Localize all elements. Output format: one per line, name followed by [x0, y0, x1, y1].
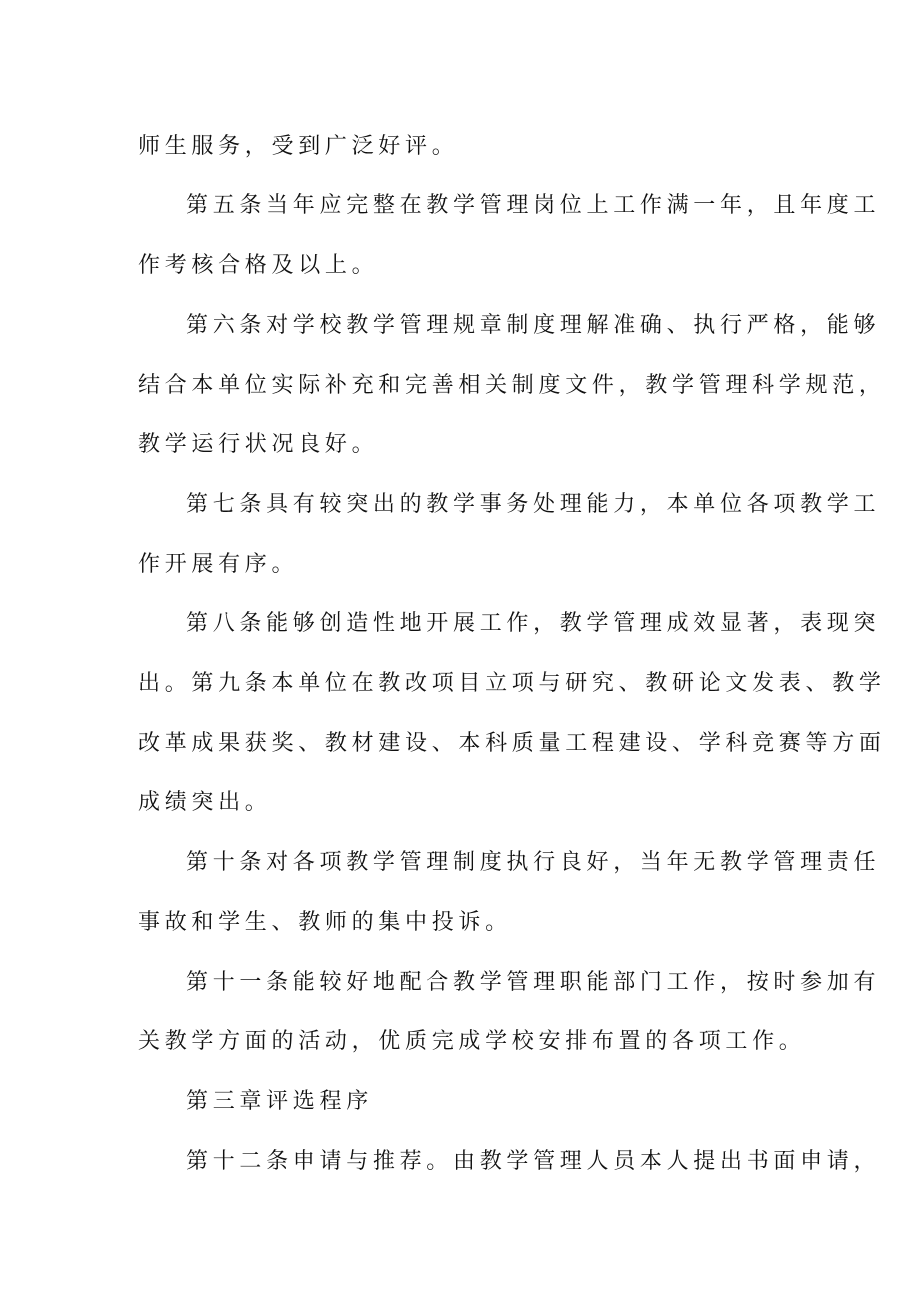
text-line: 师生服务，受到广泛好评。 — [138, 134, 459, 159]
text-line: 作开展有序。 — [138, 552, 299, 577]
text-line: 第十二条申请与推荐。由教学管理人员本人提出书面申请， — [186, 1149, 881, 1174]
text-line: 第七条具有较突出的教学事务处理能力，本单位各项教学工 — [186, 492, 881, 517]
text-line: 第八条能够创造性地开展工作，教学管理成效显著，表现突 — [186, 611, 881, 636]
text-line: 结合本单位实际补充和完善相关制度文件，教学管理科学规范， — [138, 373, 886, 398]
text-line: 事故和学生、教师的集中投诉。 — [138, 910, 512, 935]
text-line: 教学运行状况良好。 — [138, 432, 379, 457]
section-heading: 第三章评选程序 — [186, 1089, 373, 1114]
text-line: 第十一条能较好地配合教学管理职能部门工作，按时参加有 — [186, 970, 881, 995]
text-line: 第十条对各项教学管理制度执行良好，当年无教学管理责任 — [186, 850, 881, 875]
text-line: 改革成果获奖、教材建设、本科质量工程建设、学科竞赛等方面 — [138, 731, 886, 756]
text-line: 作考核合格及以上。 — [138, 253, 379, 278]
text-line: 第五条当年应完整在教学管理岗位上工作满一年，且年度工 — [186, 193, 881, 218]
text-line: 出。第九条本单位在教改项目立项与研究、教研论文发表、教学 — [138, 671, 886, 696]
text-line: 关教学方面的活动，优质完成学校安排布置的各项工作。 — [138, 1029, 806, 1054]
text-line: 成绩突出。 — [138, 790, 272, 815]
text-line: 第六条对学校教学管理规章制度理解准确、执行严格，能够 — [186, 313, 881, 338]
